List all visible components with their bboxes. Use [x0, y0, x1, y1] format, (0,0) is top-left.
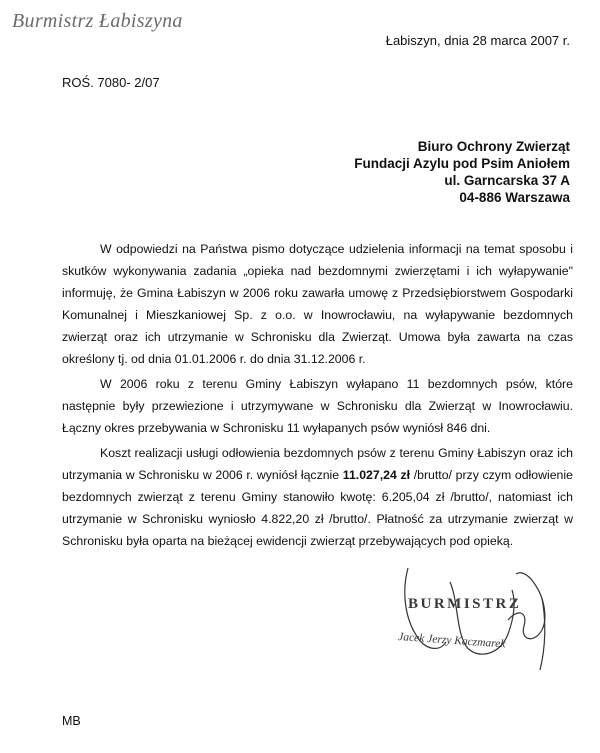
paragraph-3 — [62, 442, 573, 552]
paragraph-1: W odpowiedzi na Państwa pismo dotyczące udzielenia informacji na temat sposobu i skutków wykonywania zadania „opieka nad bezdomnymi zwierzętami i ich wyłapywanie" informuję, że Gmina Łabiszyn w 2006 roku zawarła umowę z Przedsiębiorstwem Gospodarki Komunalnej i Mieszkaniowej Sp. z o.o. w Inowrocławiu, na wyłapywanie bezdomnych zwierząt oraz ich utrzymanie w Schronisku dla Zwierząt. Umowa była zawarta na czas określony tj. od dnia 01.01.2006 r. do dnia 31.12.2006 r. — [62, 242, 573, 366]
recipient-line: 04-886 Warszawa — [459, 190, 570, 205]
paragraph-2: W 2006 roku z terenu Gminy Łabiszyn wyłapano 11 bezdomnych psów, które następnie były przewiezione i utrzymywane w Schronisku dla Zwierząt w Inowrocławiu. Łączny okres przebywania w Schronisku 11 wyłapanych psów wyniósł 846 dni. — [62, 377, 573, 435]
letterhead: Burmistrz Łabiszyna — [12, 10, 183, 32]
signature-stamp — [396, 560, 566, 680]
stamp-title: BURMISTRZ — [408, 596, 522, 612]
signature-stroke — [540, 598, 545, 670]
recipient-address — [354, 138, 570, 206]
recipient-line: Biuro Ochrony Zwierząt — [417, 139, 570, 154]
recipient-line: Fundacji Azylu pod Psim Aniołem — [354, 156, 570, 171]
author-initials: MB — [62, 714, 81, 728]
date-line: Łabiszyn, dnia 28 marca 2007 r. — [385, 33, 570, 48]
recipient-line: ul. Garncarska 37 A — [444, 173, 570, 188]
paragraph-3-end: /brutto/ przy czym odłowienie bezdomnych zwierząt z terenu Gminy stanowiło kwotę: 6.205,04 zł /brutto/, natomiast ich utrzymanie w Schronisku wyniosło 4.822,20 zł /brutto/. Płatność za utrzymanie zwierząt w Schronisku była oparta na bieżącej ewidencji zwierząt przebywających pod opieką. — [62, 468, 573, 548]
stamp-name: Jacek Jerzy Kaczmarek — [397, 631, 506, 651]
paragraph-3-start: Koszt realizacji usługi odłowienia bezdomnych psów z terenu Gminy Łabiszyn oraz ich utrzymania w Schronisku w 2006 r. wyniósł łącznie — [62, 446, 573, 482]
total-amount: 11.027,24 zł — [342, 468, 411, 482]
reference-number: ROŚ. 7080- 2/07 — [62, 75, 160, 90]
letter-body — [62, 238, 573, 552]
